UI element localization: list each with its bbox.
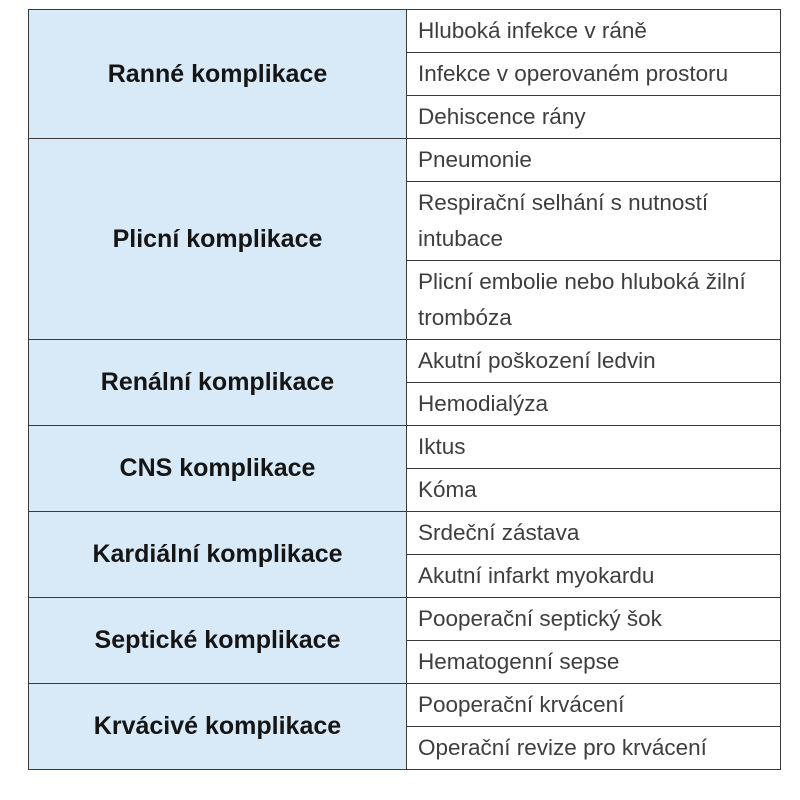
complications-table: [28, 9, 781, 770]
category-cell: Krvácivé komplikace: [29, 684, 407, 770]
category-cell: Kardiální komplikace: [29, 512, 407, 598]
table-row: [29, 340, 781, 383]
table-row: [29, 512, 781, 555]
complication-item: Kóma: [407, 469, 781, 512]
category-cell: Ranné komplikace: [29, 10, 407, 139]
complication-item: Infekce v operovaném prostoru: [407, 53, 781, 96]
category-cell: Plicní komplikace: [29, 139, 407, 340]
complication-item: Pneumonie: [407, 139, 781, 182]
complication-item: Respirační selhání s nutností intubace: [407, 182, 781, 261]
table-row: [29, 684, 781, 727]
category-cell: Septické komplikace: [29, 598, 407, 684]
complication-item: Akutní infarkt myokardu: [407, 555, 781, 598]
table-row: [29, 426, 781, 469]
complication-item: Srdeční zástava: [407, 512, 781, 555]
complication-item: Pooperační krvácení: [407, 684, 781, 727]
complication-item: Akutní poškození ledvin: [407, 340, 781, 383]
complication-item: Hluboká infekce v ráně: [407, 10, 781, 53]
table-row: [29, 139, 781, 182]
complication-item: Dehiscence rány: [407, 96, 781, 139]
complication-item: Pooperační septický šok: [407, 598, 781, 641]
complication-item: Iktus: [407, 426, 781, 469]
complication-item: Plicní embolie nebo hluboká žilní trombóza: [407, 261, 781, 340]
table-row: [29, 10, 781, 53]
complication-item: Hemodialýza: [407, 383, 781, 426]
category-cell: Renální komplikace: [29, 340, 407, 426]
complication-item: Hematogenní sepse: [407, 641, 781, 684]
complication-item: Operační revize pro krvácení: [407, 727, 781, 770]
category-cell: CNS komplikace: [29, 426, 407, 512]
table-row: [29, 598, 781, 641]
